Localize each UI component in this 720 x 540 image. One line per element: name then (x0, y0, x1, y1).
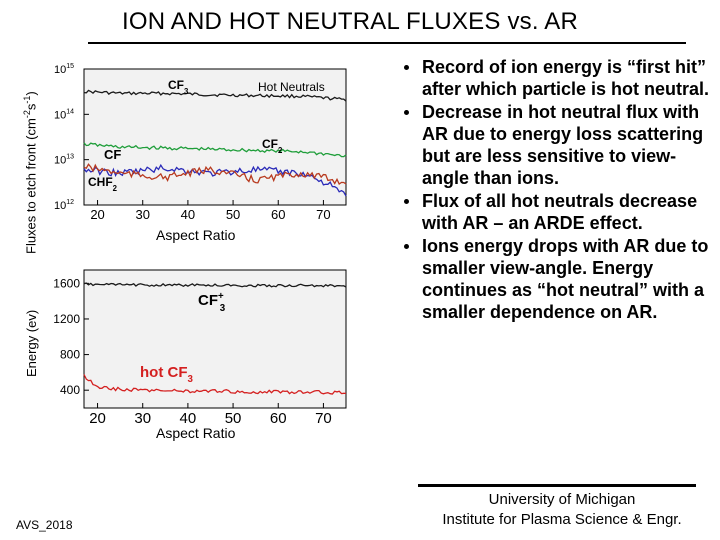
bullet-text: Decrease in hot neutral flux with AR due to energy loss scattering but are less sensitive to view-angle than ions. (422, 102, 704, 188)
flux-xtick-label: 20 (90, 207, 105, 222)
bullet-item (398, 56, 710, 100)
bullet-text: Ions energy drops with AR due to smaller view-angle. Energy continues as “hot neutral” with a smaller dependence on AR. (422, 236, 709, 322)
bullet-dot-icon (404, 65, 409, 70)
series-label-hot-cf3-base: hot CF (140, 364, 188, 381)
flux-ytick-base: 10 (54, 64, 67, 76)
footer-divider (418, 484, 696, 487)
series-label-cf3-ion-sup: + (218, 291, 224, 302)
energy-x-axis-label: Aspect Ratio (156, 425, 236, 441)
bullet-text: Flux of all hot neutrals decrease with AR – an ARDE effect. (422, 191, 698, 233)
flux-xtick-label: 70 (316, 207, 331, 222)
flux-xtick-label: 60 (271, 207, 286, 222)
flux-ytick-exp: 14 (66, 108, 75, 116)
series-label-cf3-ion-base: CF (198, 292, 218, 309)
energy-xtick-label: 70 (315, 410, 332, 427)
flux-ytick-base: 10 (54, 154, 67, 167)
flux-ylabel-exp2: -1 (22, 95, 32, 104)
conference-tag: AVS_2018 (16, 518, 73, 532)
energy-xtick-label: 40 (179, 410, 197, 427)
series-label-cf-base: CF (104, 147, 122, 162)
flux-ytick-label (54, 63, 74, 76)
slide-title: ION AND HOT NEUTRAL FLUXES vs. AR (121, 8, 579, 35)
series-label-cf3-base: CF (168, 78, 184, 92)
bullet-dot-icon (404, 110, 409, 115)
bullet-text: Record of ion energy is “first hit” after which particle is hot neutral. (422, 57, 710, 99)
bullet-item (398, 190, 710, 234)
energy-chart (40, 262, 360, 427)
energy-ytick-label: 400 (59, 383, 80, 398)
flux-ytick-exp: 12 (66, 199, 75, 206)
energy-xtick-label: 30 (134, 410, 152, 427)
flux-ytick-exp: 13 (66, 153, 75, 161)
flux-xtick-label: 50 (225, 207, 241, 222)
flux-ytick-label (54, 154, 74, 167)
series-label-hot-cf3-sub: 3 (187, 374, 193, 385)
bullet-list (398, 56, 710, 324)
energy-ytick-label: 800 (59, 347, 80, 362)
bullet-dot-icon (404, 199, 409, 204)
flux-ytick-base: 10 (54, 109, 67, 122)
energy-xtick-label: 20 (89, 410, 106, 427)
series-label-cf2-base: CF (262, 137, 278, 151)
flux-ytick-exp: 15 (66, 63, 75, 70)
hot-neutrals-annotation: Hot Neutrals (258, 80, 325, 94)
flux-ylabel-end: ) (23, 91, 39, 96)
flux-ylabel-base: Fluxes to etch front (cm (23, 118, 39, 254)
series-label-cf3-ion-sub: 3 (219, 303, 226, 314)
flux-ytick-label (54, 199, 74, 212)
affiliation-institute: Institute for Plasma Science & Engr. (442, 511, 682, 528)
affiliation-university: University of Michigan (488, 491, 636, 508)
affiliation (408, 490, 716, 530)
bullet-item (398, 101, 710, 189)
flux-xtick-label: 40 (180, 207, 196, 222)
energy-y-axis-label: Energy (ev) (24, 309, 39, 377)
series-label-chf2-sub: 2 (112, 184, 118, 193)
energy-ytick-label: 1600 (53, 276, 80, 291)
energy-plot-area (84, 270, 346, 408)
flux-chart (40, 55, 360, 245)
energy-xtick-label: 60 (269, 410, 287, 427)
energy-xtick-label: 50 (224, 410, 242, 427)
flux-x-axis-label: Aspect Ratio (156, 227, 236, 243)
energy-ytick-label: 1200 (53, 311, 80, 326)
flux-y-axis-label (22, 91, 38, 254)
flux-xtick-label: 30 (135, 207, 150, 222)
series-label-chf2-base: CHF (88, 175, 113, 189)
bullet-item (398, 235, 710, 323)
series-label-cf (104, 147, 121, 162)
title-divider (88, 42, 686, 44)
flux-ytick-label (54, 108, 74, 121)
flux-ylabel-mid: s (23, 103, 39, 111)
bullet-dot-icon (404, 244, 409, 249)
flux-ytick-base: 10 (54, 200, 67, 212)
series-label-cf2-sub: 2 (278, 146, 283, 155)
series-label-cf3-sub: 3 (184, 87, 189, 96)
flux-ylabel-exp1: -2 (22, 110, 32, 119)
